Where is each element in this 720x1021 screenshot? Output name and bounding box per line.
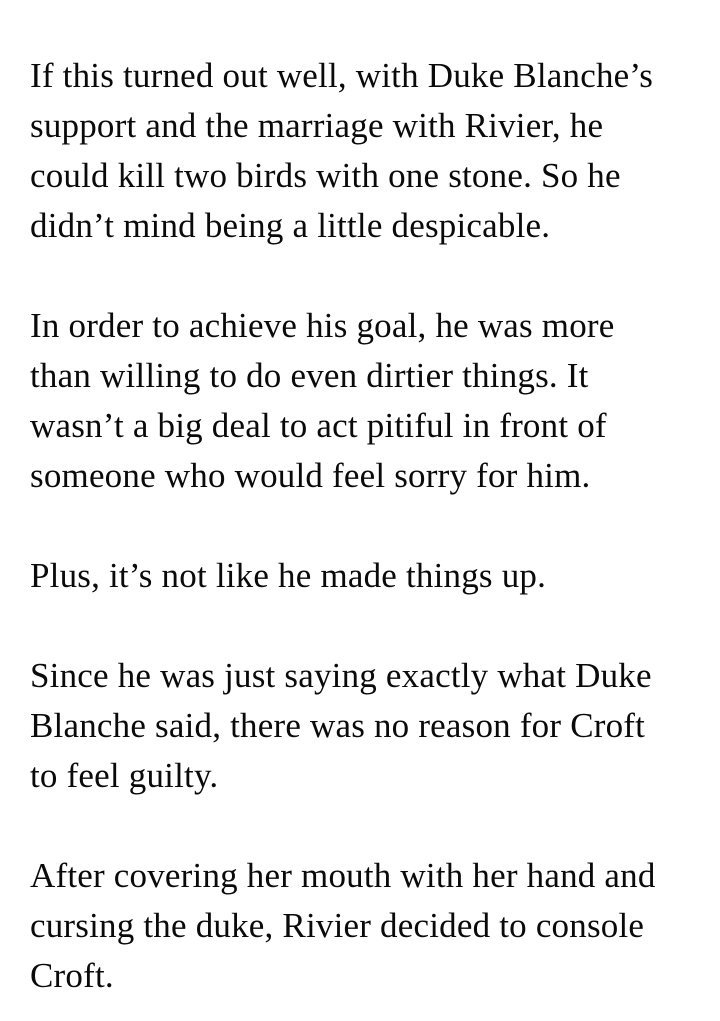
paragraph-5: [30, 851, 700, 1001]
text-line: wasn’t a big deal to act pitiful in front of: [30, 406, 607, 445]
text-line: support and the marriage with Rivier, he: [30, 106, 604, 145]
text-line: to feel guilty.: [30, 756, 219, 795]
text-line: than willing to do even dirtier things. It: [30, 356, 589, 395]
text-line: After covering her mouth with her hand and: [30, 856, 656, 895]
text-line: Since he was just saying exactly what Duke: [30, 656, 652, 695]
paragraph-1: [30, 51, 700, 251]
paragraph-2: [30, 301, 700, 501]
paragraph-3: [30, 551, 700, 601]
text-line: In order to achieve his goal, he was more: [30, 306, 615, 345]
text-line: didn’t mind being a little despicable.: [30, 206, 551, 245]
text-line: could kill two birds with one stone. So he: [30, 156, 621, 195]
paragraph-4: [30, 651, 700, 801]
text-line: If this turned out well, with Duke Blanche’s: [30, 56, 654, 95]
text-line: someone who would feel sorry for him.: [30, 456, 591, 495]
text-line: Plus, it’s not like he made things up.: [30, 556, 547, 595]
text-line: Croft.: [30, 956, 114, 995]
text-line: Blanche said, there was no reason for Croft: [30, 706, 646, 745]
text-line: cursing the duke, Rivier decided to console: [30, 906, 645, 945]
